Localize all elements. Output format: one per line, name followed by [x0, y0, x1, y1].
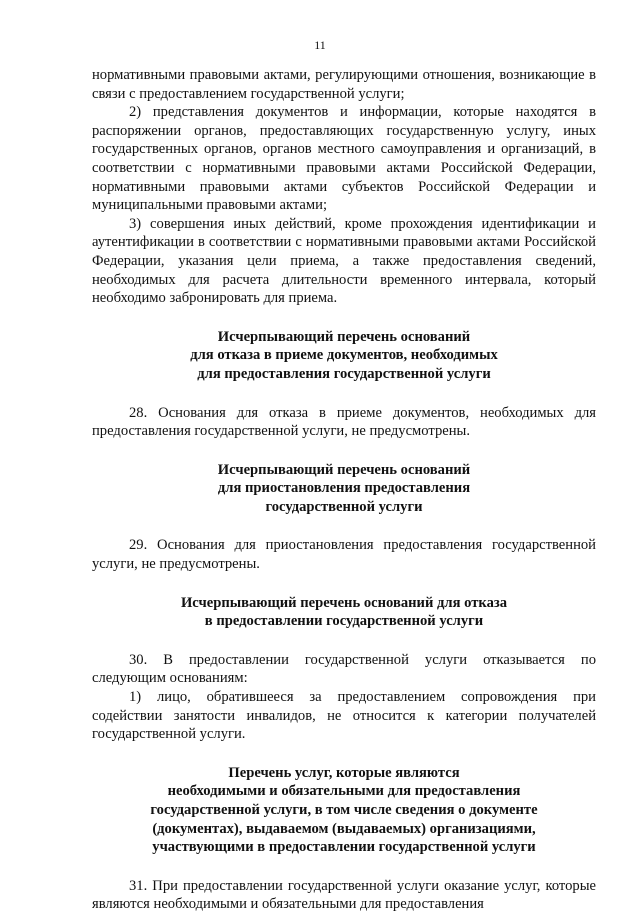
paragraph-31: 31. При предоставлении государственной услуги оказание услуг, которые являются необходимыми и обязательными для предоставления — [92, 877, 596, 913]
paragraph-item-3: 3) совершения иных действий, кроме прохождения идентификации и аутентификации в соответствии с нормативными правовыми актами Российской Федерации, указания цели приема, а также предоставления сведений, необходимых для расчета длительности временного интервала, который необходимо забронировать для приема. — [92, 215, 596, 307]
paragraph-29: 29. Основания для приостановления предоставления государственной услуги, не предусмотрены. — [92, 537, 596, 573]
heading-line: Перечень услуг, которые являются — [228, 764, 460, 781]
page-number: 11 — [314, 38, 326, 52]
heading-line: Исчерпывающий перечень оснований — [217, 461, 471, 478]
heading-line: для приостановления предоставления — [217, 480, 471, 497]
heading-line: для отказа в приеме документов, необходимых — [190, 347, 498, 364]
heading-line: государственной услуги — [265, 498, 423, 515]
heading-suspension — [92, 461, 596, 517]
heading-line: Исчерпывающий перечень оснований — [217, 328, 471, 345]
heading-line: государственной услуги, в том числе сведения о документе — [150, 802, 538, 818]
paragraph-30-item-1: 1) лицо, обратившееся за предоставлением сопровождения при содействии занятости инвалидов, не относится к категории получателей государственной услуги. — [92, 689, 596, 743]
heading-refusal-documents — [92, 328, 596, 384]
paragraph-30: 30. В предоставлении государственной услуги отказывается по следующим основаниям: — [92, 651, 596, 687]
paragraph-item-2: 2) представления документов и информации, которые находятся в распоряжении органов, предоставляющих государственную услугу, иных государственных органов, органов местного самоуправления и организаций, в соответствии с нормативными правовыми актами Российской Федерации, нормативными правовыми актами субъектов Российской Федерации и муниципальными правовыми актами; — [92, 104, 596, 214]
paragraph-continuation: нормативными правовыми актами, регулирующими отношения, возникающие в связи с предоставлением государственной услуги; — [92, 67, 596, 102]
heading-line: участвующими в предоставлении государственной услуги — [152, 839, 536, 856]
page-body — [92, 66, 596, 914]
heading-line: для предоставления государственной услуги — [197, 365, 491, 382]
heading-refusal-service — [92, 594, 596, 631]
heading-line: в предоставлении государственной услуги — [204, 613, 484, 630]
heading-line: (документах), выдаваемом (выдаваемых) организациями, — [152, 820, 536, 837]
heading-line: необходимыми и обязательными для предоставления — [167, 783, 521, 800]
heading-required-services — [92, 764, 596, 857]
paragraph-28: 28. Основания для отказа в приеме документов, необходимых для предоставления государственной услуги, не предусмотрены. — [92, 404, 596, 440]
heading-line: Исчерпывающий перечень оснований для отказа — [180, 594, 508, 611]
